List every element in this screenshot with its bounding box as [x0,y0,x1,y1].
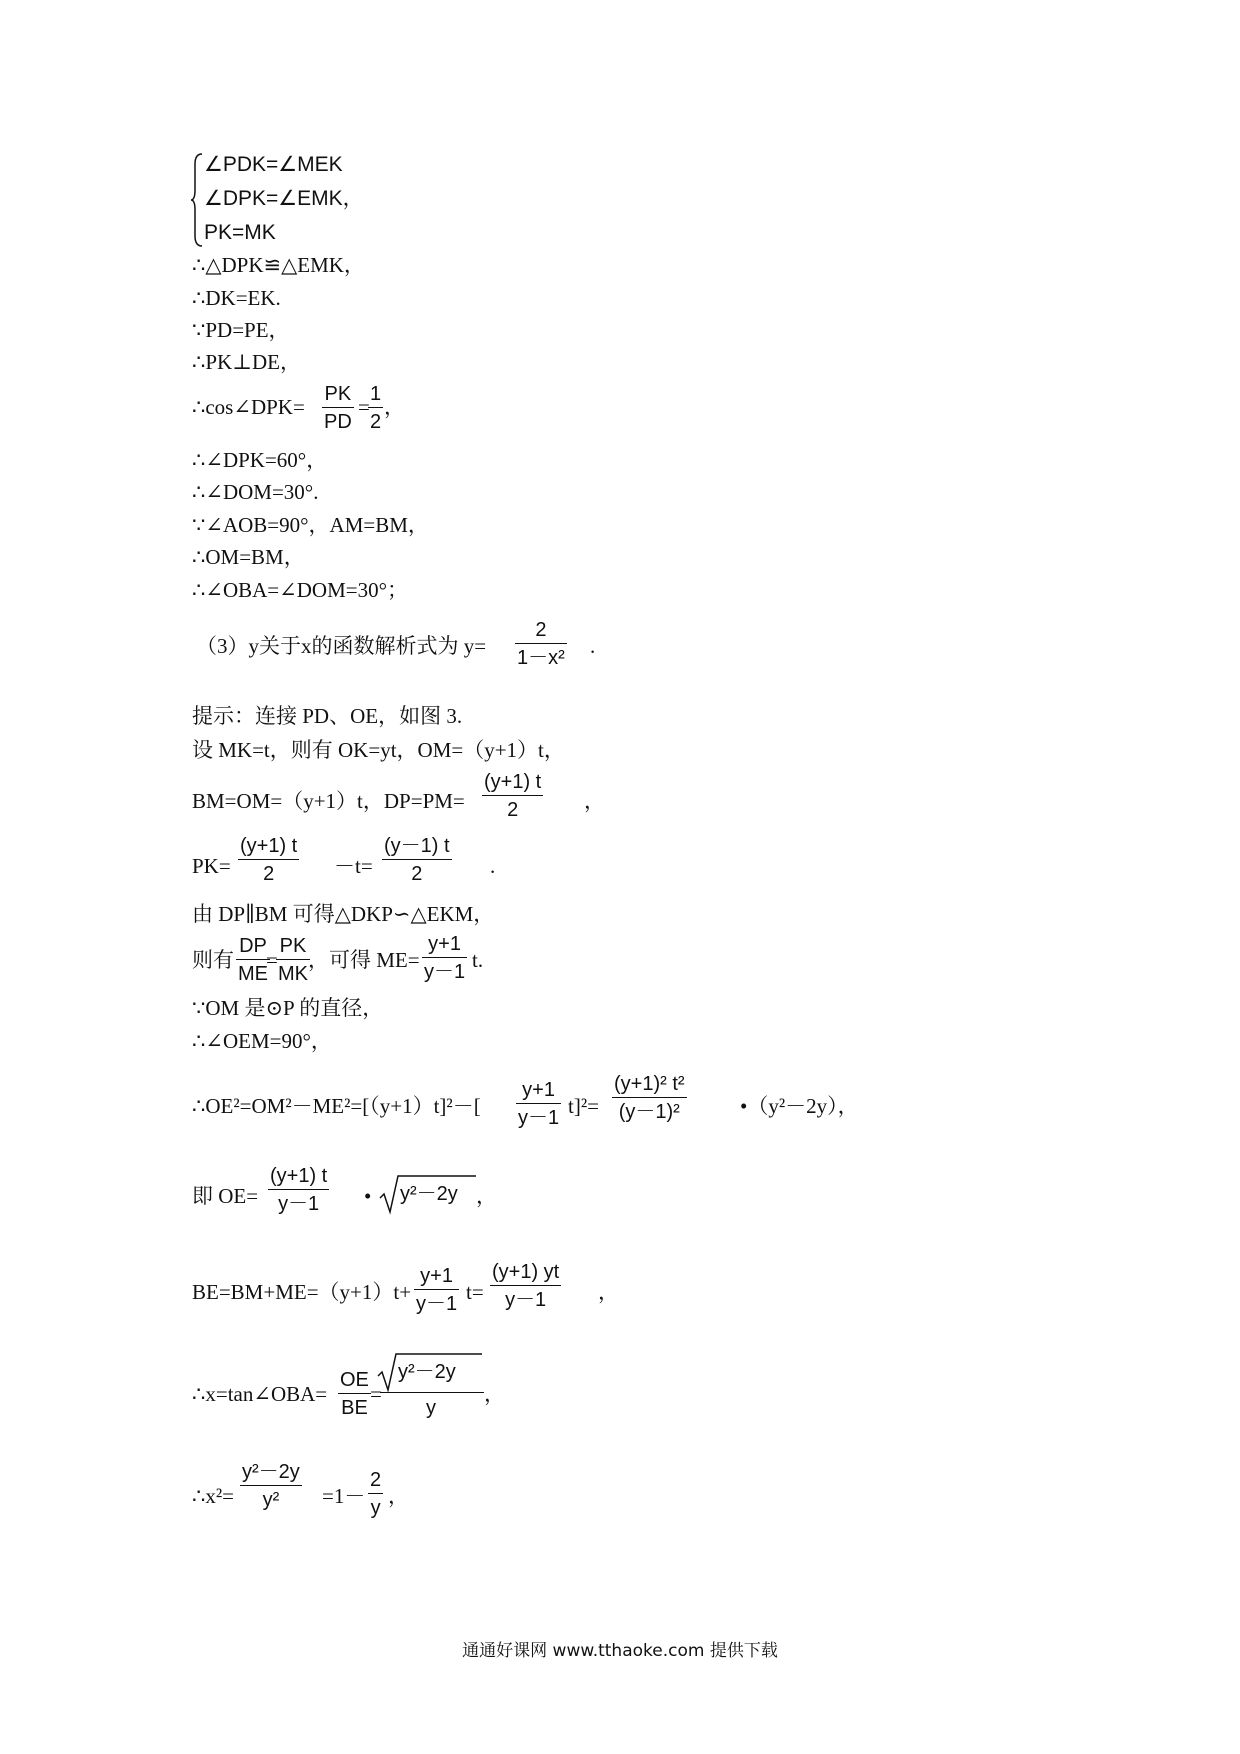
hint-line-11-middle: t= [466,1280,484,1304]
hint-line-3-prefix: BM=OM=（y+1）t，DP=PM= [192,789,465,813]
hint-line-8: ∴∠OEM=90°， [192,1029,332,1053]
hint-line-9-prefix: ∴OE²=OM²－ME²=[（y+1）t]²－[ [192,1094,481,1118]
fraction-denominator: 2 [263,863,275,885]
fraction-numerator: 2 [370,1469,382,1491]
hint-line-10-prefix: 即 OE= [192,1184,259,1208]
fraction-numerator: (y+1) t [240,835,298,857]
fraction-denominator: 2 [411,863,423,885]
part3-prefix: （3）y关于x的函数解析式为 y= [196,634,487,658]
fraction-one-half [368,384,383,432]
footer-text: 通通好课网 www.tthaoke.com 提供下载 [462,1641,778,1661]
hint-line-5: 由 DP∥BM 可得△DKP∽△EKM， [192,902,495,926]
line-om-bm: ∴OM=BM， [192,545,305,569]
hint-line-7: ∵OM 是⊙P 的直径， [192,996,384,1020]
period: . [490,854,496,878]
fraction-numerator: OE [340,1369,369,1391]
system-eq-2: ∠DPK=∠EMK， [204,187,364,210]
line-dom-30: ∴∠DOM=30°. [192,480,319,504]
fraction-numerator: (y+1)² t² [614,1073,685,1095]
hint-line-6-prefix: 则有 [192,948,234,972]
fraction-denominator: y－1 [424,961,466,983]
comma: ， [598,1280,619,1304]
hint-line-12-prefix: ∴x=tan∠OBA= [192,1382,328,1406]
hint-line-1: 提示：连接 PD、OE，如图 3. [192,704,463,728]
system-eq-3: PK=MK [204,221,276,244]
comma: ， [384,395,405,419]
fraction-numerator: y+1 [428,933,461,955]
radicand: y²－2y [400,1183,458,1205]
fraction-denominator: y [426,1397,436,1419]
fraction-denominator: BE [341,1397,368,1419]
hint-line-11-prefix: BE=BM+ME=（y+1）t+ [192,1280,412,1304]
fraction-me-sq [516,1080,561,1128]
fraction-bar [380,1392,484,1393]
fraction-denominator: MK [278,963,308,985]
fraction-dp-me [236,936,270,984]
fraction-denominator: y－1 [505,1289,547,1311]
fraction-2-y [368,1470,383,1518]
comma: ， [584,789,605,813]
comma: ， [484,1382,505,1406]
hint-line-13-prefix: ∴x²= [192,1484,234,1508]
fraction-denominator: PD [324,411,352,433]
fraction-denominator: 2 [370,411,382,433]
left-brace [190,152,204,248]
hint-line-9-middle: t]²= [568,1094,599,1118]
multiply-dot: • [364,1184,372,1208]
hint-line-9-suffix: •（y²－2y）， [740,1094,859,1118]
fraction-numerator: y+1 [522,1079,555,1101]
period: . [590,634,596,658]
minus-t: －t= [334,854,373,878]
fraction-numerator: 1 [370,383,382,405]
fraction-numerator: PK [279,935,307,957]
hint-line-13-middle: =1－ [322,1484,366,1508]
fraction-denominator: y－1 [416,1293,458,1315]
hint-line-4-prefix: PK= [192,854,231,878]
fraction-y1-y1 [414,1266,459,1314]
equals-sign: = [370,1382,382,1406]
fraction-numerator: DP [239,935,267,957]
radicand: y²－2y [398,1361,456,1383]
fraction-me [422,934,467,982]
fraction-numerator: (y+1) t [484,771,542,793]
fraction-denominator: y－1 [278,1193,320,1215]
fraction-oe [268,1166,329,1214]
fraction-numerator: (y+1) t [270,1165,328,1187]
equals-sign: = [358,395,370,419]
line-pd-pe: ∵PD=PE， [192,318,290,342]
line-oba-30: ∴∠OBA=∠DOM=30°； [192,578,408,602]
comma: ， [476,1184,497,1208]
line-aob-90: ∵∠AOB=90°，AM=BM， [192,513,429,537]
fraction-denominator: y² [262,1489,280,1511]
fraction-numerator: PK [324,383,352,405]
fraction-numerator: (y+1) yt [492,1261,560,1283]
hint-line-2: 设 MK=t，则有 OK=yt，OM=（y+1）t， [192,738,565,762]
fraction-denominator: 1－x² [517,647,565,669]
fraction-pk-mk [276,936,310,984]
fraction-oe-sq [612,1074,687,1122]
line-pk-perp: ∴PK⊥DE， [192,350,301,374]
fraction-numerator: y²－2y [242,1461,300,1483]
fraction-part3 [515,620,567,668]
fraction-dp [482,772,543,820]
fraction-x-sq [240,1462,302,1510]
fraction-numerator: y+1 [420,1265,453,1287]
equals-sign: = [266,948,278,972]
line-dk-ek: ∴DK=EK. [192,286,281,310]
line-congruent: ∴△DPK≌△EMK， [192,253,365,277]
fraction-pk-2 [382,836,452,884]
fraction-numerator: (y－1) t [384,835,450,857]
hint-line-6-suffix: t. [472,948,484,972]
fraction-denominator: y－1 [518,1107,560,1129]
fraction-denominator: (y－1)² [618,1101,680,1123]
cos-line-prefix: ∴cos∠DPK= [192,395,305,419]
fraction-denominator: ME [238,963,268,985]
fraction-pk-1 [238,836,299,884]
system-eq-1: ∠PDK=∠MEK [204,153,343,176]
fraction-denominator: y [370,1497,381,1519]
hint-line-6-middle: ，可得 ME= [308,948,420,972]
fraction-denominator: 2 [507,799,519,821]
fraction-numerator: 2 [535,619,547,641]
fraction-be [490,1262,561,1310]
comma: ， [388,1484,409,1508]
fraction-oe-be [338,1370,371,1418]
line-dpk-60: ∴∠DPK=60°， [192,448,328,472]
fraction-pk-pd [322,384,354,432]
